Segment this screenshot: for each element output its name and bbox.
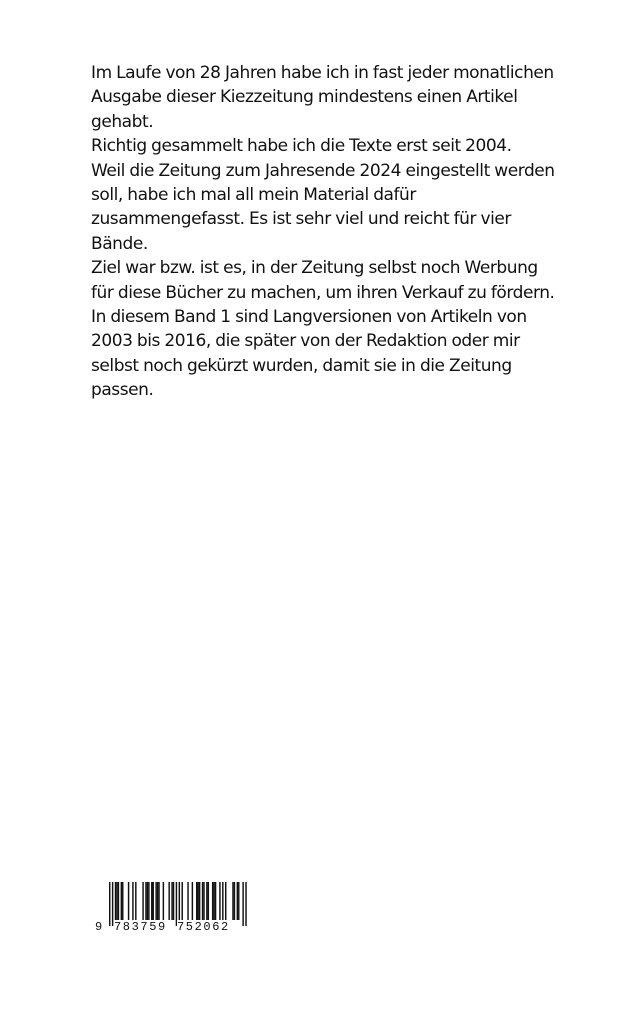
barcode-bar — [115, 882, 116, 920]
barcode-bar — [155, 882, 156, 920]
barcode-bar — [208, 882, 209, 920]
barcode-bar — [219, 882, 220, 920]
barcode-bar — [234, 882, 235, 920]
barcode-bar — [213, 882, 214, 920]
barcode-first-digit: 9 — [95, 920, 103, 934]
blurb-paragraph-2: Richtig gesammelt habe ich die Texte erst seit 2004. — [91, 136, 512, 157]
blurb-paragraph-1: Im Laufe von 28 Jahren habe ich in fast jeder monatlichen Ausgabe dieser Kiezzeitung mindestens einen Artikel gehabt. — [91, 63, 554, 132]
barcode-bar — [171, 882, 172, 920]
blurb-text — [91, 61, 561, 403]
blurb-paragraph-5: In diesem Band 1 sind Langversionen von Artikeln von 2003 bis 2016, die später von der Redaktion oder mir selbst noch gekürzt wurden, damit sie in die Zeitung passen. — [91, 307, 527, 401]
barcode-bar — [121, 882, 122, 920]
barcode-bar — [192, 882, 193, 920]
barcode-right-digits: 752062 — [177, 920, 230, 934]
barcode-bar — [202, 882, 203, 920]
barcode-bar — [168, 882, 169, 920]
barcode-bar — [153, 882, 154, 920]
blurb-paragraph-4: Ziel war bzw. ist es, in der Zeitung selbst noch Werbung für diese Bücher zu machen, um ihren Verkauf zu fördern. — [91, 258, 555, 303]
barcode-number — [95, 920, 255, 934]
barcode-bar — [232, 882, 233, 920]
barcode-bar — [173, 882, 174, 920]
barcode-bar — [222, 882, 223, 920]
barcode-bar — [225, 882, 226, 920]
barcode-bar — [116, 882, 117, 920]
barcode-bar — [158, 882, 159, 920]
barcode-bar — [196, 882, 197, 920]
isbn-barcode — [95, 882, 255, 937]
barcode-bar — [132, 882, 133, 920]
barcode-bar — [212, 882, 213, 920]
barcode-bar — [148, 882, 149, 920]
barcode-bar — [135, 882, 136, 920]
barcode-bar — [157, 882, 158, 920]
barcode-bar — [199, 882, 200, 920]
barcode-bar — [118, 882, 119, 920]
barcode-bar — [187, 882, 188, 920]
barcode-bar — [237, 882, 238, 920]
barcode-bar — [206, 882, 207, 920]
barcode-bar — [238, 882, 239, 920]
barcode-left-digits: 783759 — [114, 920, 167, 934]
barcode-bar — [163, 882, 164, 920]
barcode-bar — [122, 882, 123, 920]
blurb-paragraph-3: Weil die Zeitung zum Jahresende 2024 eingestellt werden soll, habe ich mal all mein Material dafür zusammengefasst. Es ist sehr viel und reicht für vier Bände. — [91, 160, 555, 254]
barcode-bar — [215, 882, 216, 920]
barcode-bar — [145, 882, 146, 920]
barcode-bar — [197, 882, 198, 920]
barcode-bar — [147, 882, 148, 920]
barcode-bar — [182, 882, 183, 920]
barcode-bar — [128, 882, 129, 920]
barcode-bar — [151, 882, 152, 920]
barcode-bar — [142, 882, 143, 920]
barcode-bar — [203, 882, 204, 920]
